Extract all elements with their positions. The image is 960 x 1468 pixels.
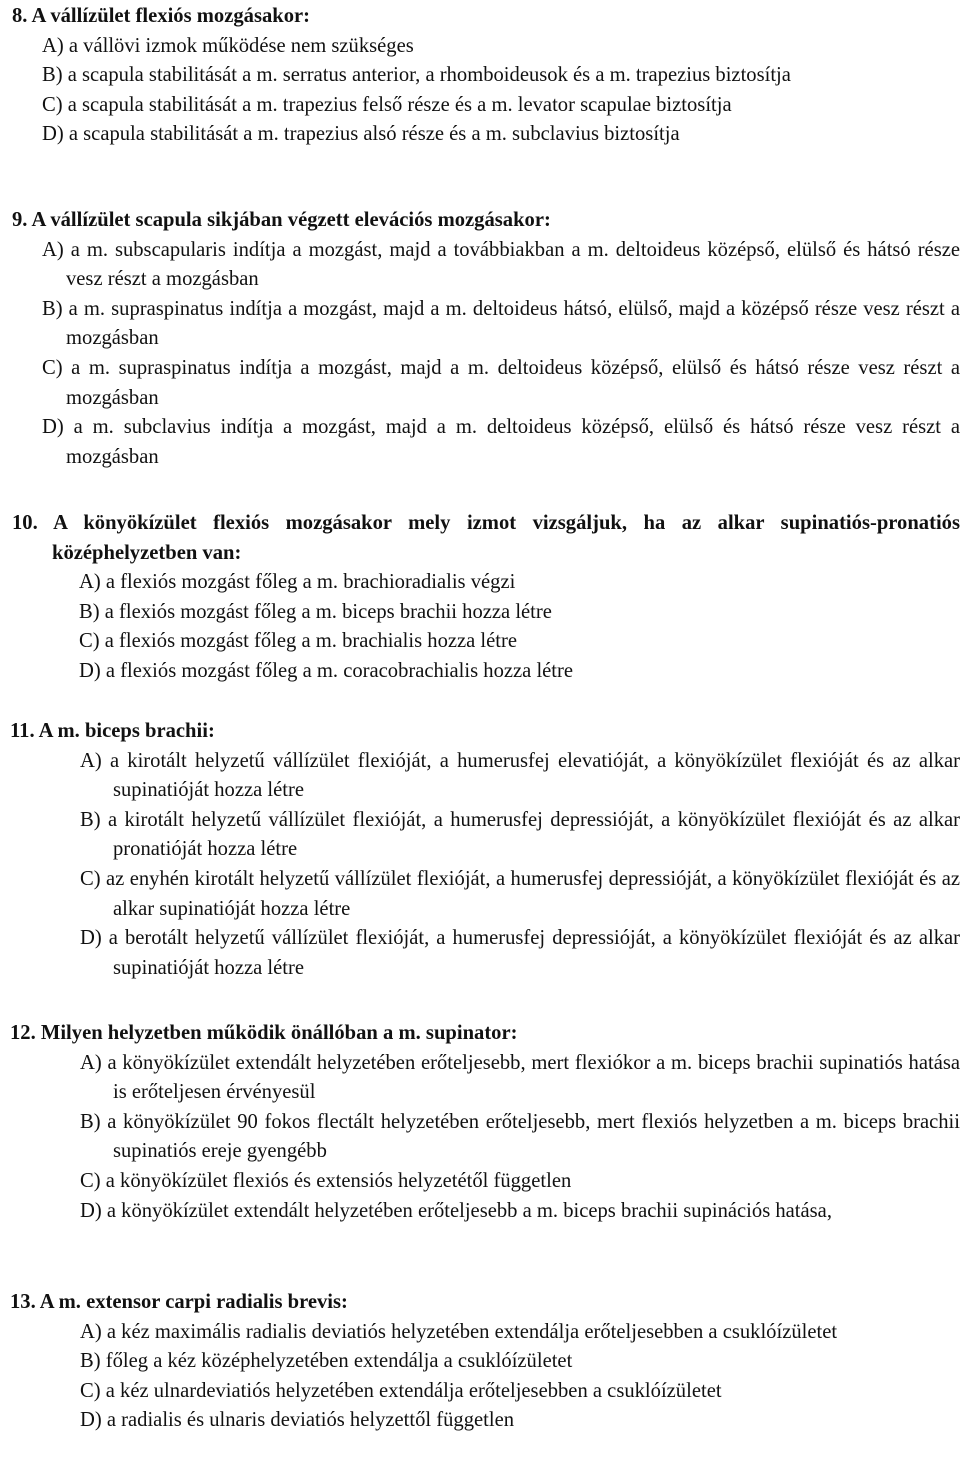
question-title: 11. A m. biceps brachii:	[10, 720, 215, 742]
answer-option-d: D) a berotált helyzetű vállízület flexióját, a humerusfej depressióját, a könyökízület flexióját és az alkar supinatióját hozza létre	[80, 927, 960, 979]
answer-option-a: A) a kirotált helyzetű vállízület flexióját, a humerusfej elevatióját, a könyökízület flexióját és az alkar supinatióját hozza létre	[80, 749, 960, 802]
answer-option-d: D) a radialis és ulnaris deviatiós helyzettől független	[80, 1409, 515, 1432]
answer-option-a: A) a flexiós mozgást főleg a m. brachioradialis végzi	[79, 571, 516, 594]
question-10	[0, 509, 960, 687]
answer-option-c: C) a flexiós mozgást főleg a m. brachialis hozza létre	[79, 630, 518, 653]
answer-option-c: C) a kéz ulnardeviatiós helyzetében extendálja erőteljesebben a csuklóízületet	[80, 1379, 722, 1402]
question-title: 9. A vállízület scapula sikjában végzett elevációs mozgásakor:	[12, 209, 551, 231]
answer-option-c: C) a könyökízület flexiós és extensiós helyzetétől független	[80, 1169, 572, 1192]
answer-option-a: A) a vállövi izmok működése nem szükséges	[42, 34, 414, 57]
answer-option-b: B) a m. supraspinatus indítja a mozgást, majd a m. deltoideus hátsó, elülső, majd a középső része vesz részt a mozgásban	[42, 297, 960, 350]
question-9	[0, 206, 960, 472]
answer-option-c: C) a scapula stabilitását a m. trapezius felső része és a m. levator scapulae biztosítja	[42, 93, 732, 116]
answer-option-b: B) a kirotált helyzetű vállízület flexióját, a humerusfej depressióját, a könyökízület flexióját és az alkar pronatióját hozza létre	[80, 808, 960, 861]
answer-option-b: B) a könyökízület 90 fokos flectált helyzetében erőteljesebb, mert flexiós helyzetben a m. biceps brachii supinatiós ereje gyengébb	[80, 1110, 960, 1163]
answer-option-c: C) a m. supraspinatus indítja a mozgást, majd a m. deltoideus középső, elülső és hátsó része vesz részt a mozgásban	[42, 356, 960, 409]
answer-option-d: D) a m. subclavius indítja a mozgást, majd a m. deltoideus középső, elülső és hátsó része vesz részt a mozgásban	[42, 416, 960, 468]
question-title: 13. A m. extensor carpi radialis brevis:	[10, 1291, 348, 1313]
question-title: 10. A könyökízület flexiós mozgásakor mely izmot vizsgáljuk, ha az alkar supinatiós-pronatiós középhelyzetben van:	[12, 512, 960, 564]
answer-option-d: D) a scapula stabilitását a m. trapezius alsó része és a m. subclavius biztosítja	[42, 123, 680, 146]
question-8	[0, 2, 960, 150]
answer-option-a: A) a könyökízület extendált helyzetében erőteljesebb, mert flexiókor a m. biceps brachii supinatiós hatása is erőteljesen érvényesül	[80, 1051, 960, 1104]
question-title: 8. A vállízület flexiós mozgásakor:	[12, 5, 311, 27]
answer-option-b: B) a flexiós mozgást főleg a m. biceps brachii hozza létre	[79, 600, 552, 623]
answer-option-d: D) a könyökízület extendált helyzetében erőteljesebb a m. biceps brachii supinációs hatása,	[80, 1199, 832, 1222]
answer-option-b: B) főleg a kéz középhelyzetében extendálja a csuklóízületet	[80, 1350, 573, 1373]
question-title: 12. Milyen helyzetben működik önállóban a m. supinator:	[10, 1022, 518, 1044]
answer-option-b: B) a scapula stabilitását a m. serratus anterior, a rhomboideusok és a m. trapezius biztosítja	[42, 64, 791, 87]
question-12	[0, 1019, 960, 1226]
question-13	[0, 1288, 960, 1436]
answer-option-d: D) a flexiós mozgást főleg a m. coracobrachialis hozza létre	[79, 659, 574, 682]
answer-option-a: A) a m. subscapularis indítja a mozgást, majd a továbbiakban a m. deltoideus középső, elülső és hátsó része vesz részt a mozgásban	[42, 238, 960, 291]
answer-option-c: C) az enyhén kirotált helyzetű vállízület flexióját, a humerusfej depressióját, a könyökízület flexióját és az alkar supinatióját hozza létre	[80, 867, 960, 920]
answer-option-a: A) a kéz maximális radialis deviatiós helyzetében extendálja erőteljesebben a csuklóízületet	[80, 1320, 838, 1343]
question-11	[0, 717, 960, 983]
